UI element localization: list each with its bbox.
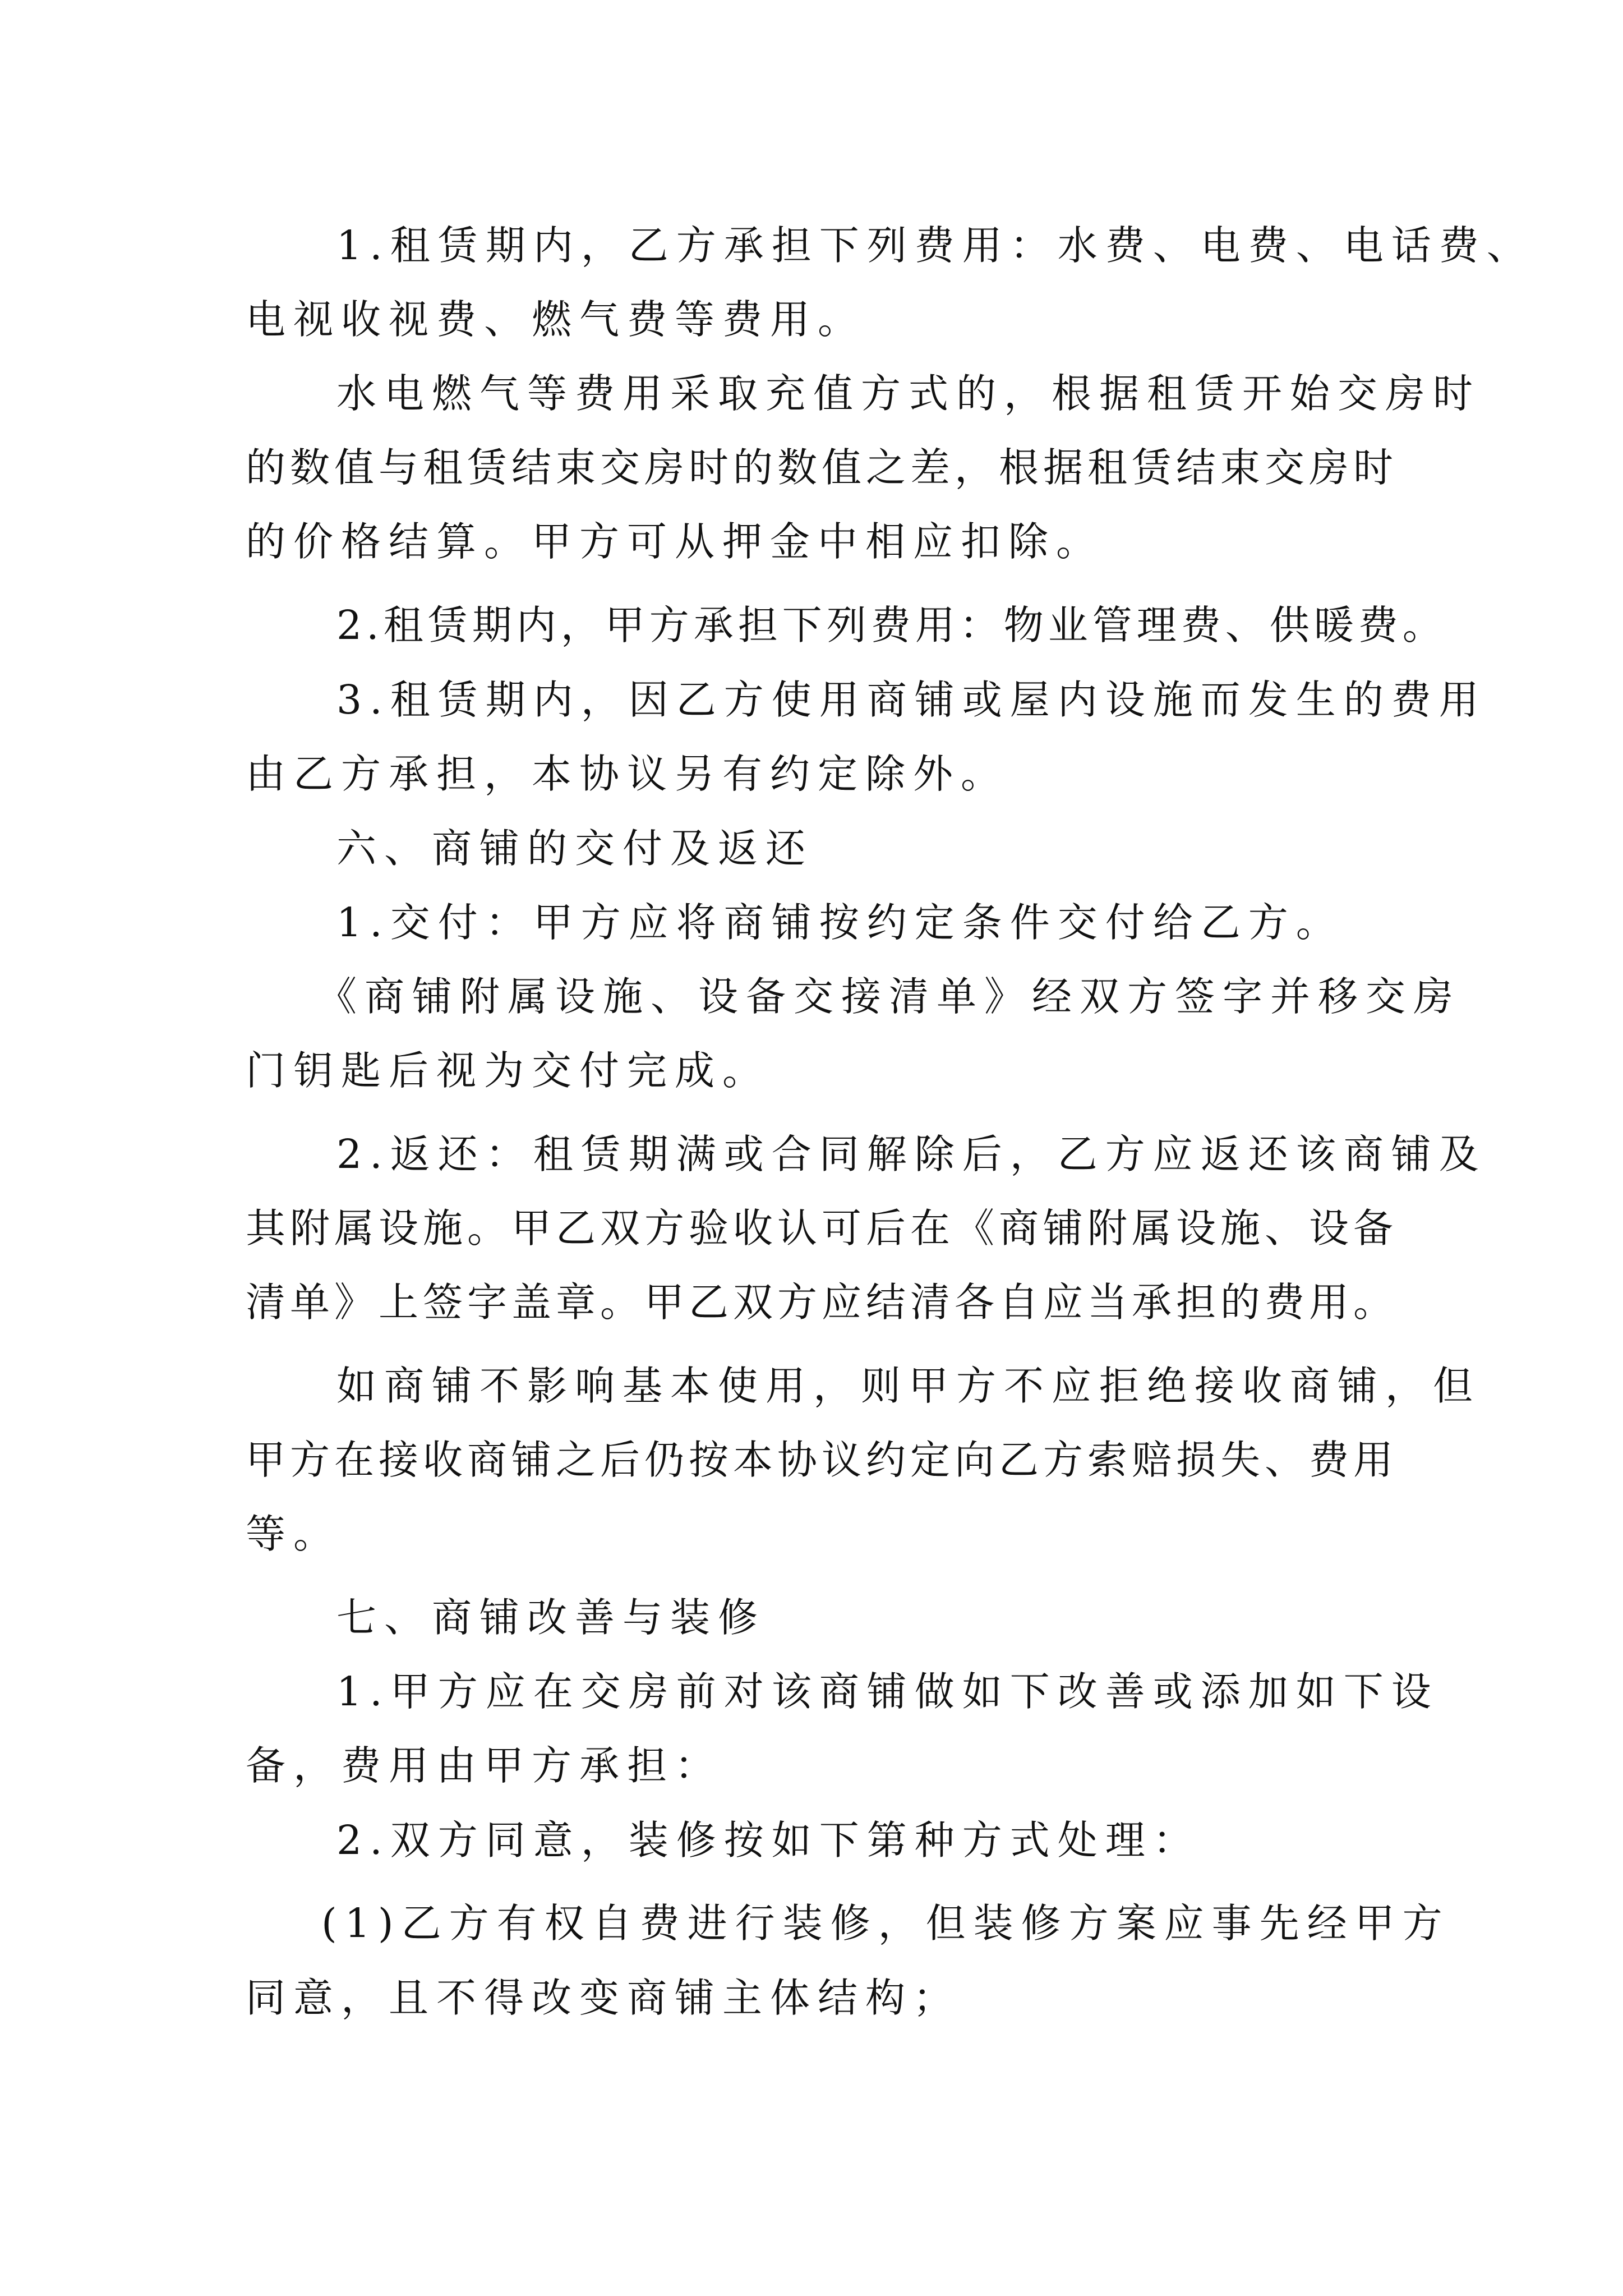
paragraph-line: 等。 [246, 1511, 342, 1557]
paragraph-line: (1)乙方有权自费进行装修，但装修方案应事先经甲方 [321, 1900, 1450, 1947]
paragraph-line: 清单》上签字盖章。甲乙双方应结清各自应当承担的费用。 [246, 1279, 1398, 1326]
paragraph-line: 2.租赁期内，甲方承担下列费用：物业管理费、供暖费。 [336, 602, 1447, 648]
paragraph-line: 由乙方承担，本协议另有约定除外。 [246, 751, 1009, 797]
paragraph-line: 门钥匙后视为交付完成。 [246, 1047, 771, 1094]
section-heading: 七、商铺改善与装修 [336, 1594, 766, 1641]
paragraph-line: 1.租赁期内，乙方承担下列费用：水费、电费、电话费、 [336, 222, 1534, 269]
paragraph-line: 2.双方同意，装修按如下第种方式处理： [336, 1817, 1201, 1864]
paragraph-line: 1.交付：甲方应将商铺按约定条件交付给乙方。 [336, 899, 1344, 946]
paragraph-line: 的数值与租赁结束交房时的数值之差，根据租赁结束交房时 [246, 444, 1398, 491]
paragraph-line: 《商铺附属设施、设备交接清单》经双方签字并移交房 [317, 973, 1461, 1020]
paragraph-line: 电视收视费、燃气费等费用。 [246, 296, 866, 343]
paragraph-line: 甲方在接收商铺之后仍按本协议约定向乙方索赔损失、费用 [246, 1437, 1398, 1483]
paragraph-line: 3.租赁期内，因乙方使用商铺或屋内设施而发生的费用 [336, 677, 1487, 723]
paragraph-line: 2.返还：租赁期满或合同解除后，乙方应返还该商铺及 [336, 1131, 1487, 1177]
paragraph-line: 如商铺不影响基本使用，则甲方不应拒绝接收商铺，但 [336, 1363, 1481, 1409]
paragraph-line: 同意，且不得改变商铺主体结构； [246, 1975, 961, 2021]
section-heading: 六、商铺的交付及返还 [336, 825, 814, 872]
paragraph-line: 水电燃气等费用采取充值方式的，根据租赁开始交房时 [336, 370, 1481, 417]
paragraph-line: 的价格结算。甲方可从押金中相应扣除。 [246, 518, 1104, 565]
paragraph-line: 其附属设施。甲乙双方验收认可后在《商铺附属设施、设备 [246, 1205, 1398, 1251]
paragraph-line: 备，费用由甲方承担： [246, 1742, 723, 1789]
paragraph-line: 1.甲方应在交房前对该商铺做如下改善或添加如下设 [336, 1668, 1439, 1715]
